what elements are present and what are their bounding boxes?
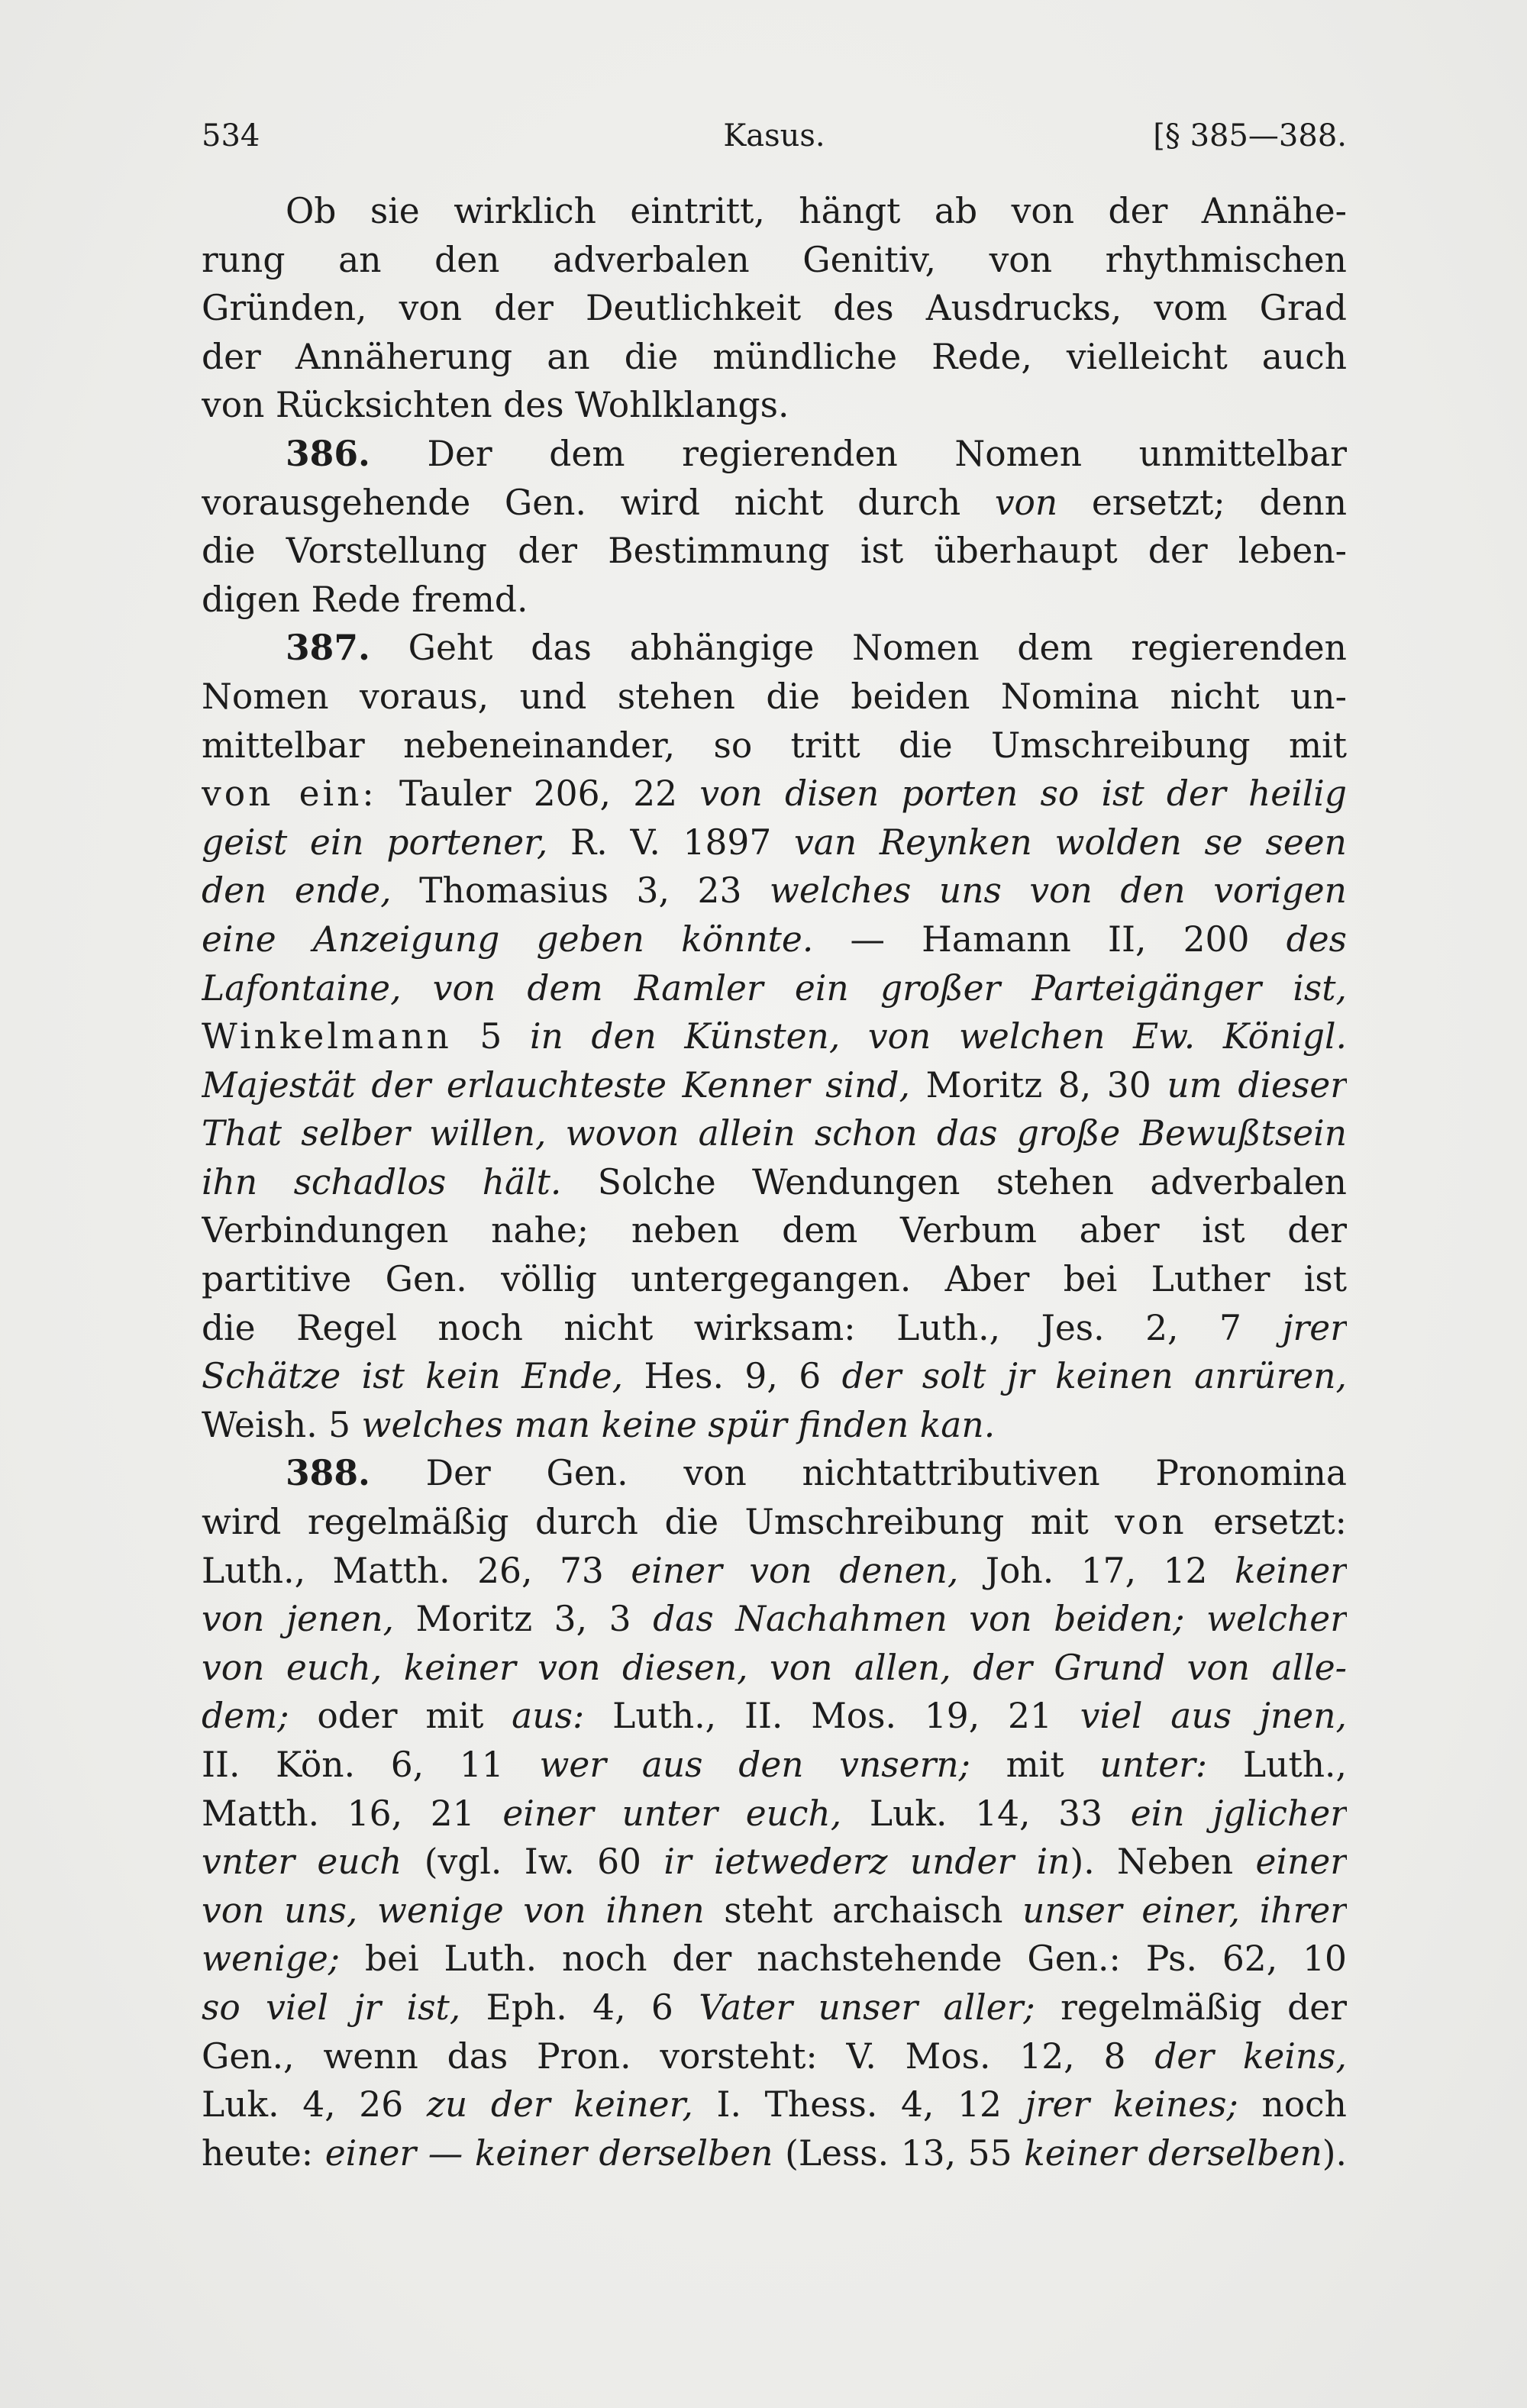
text-line: Weish. 5 welches man keine spür finden kan.	[202, 1404, 996, 1445]
text-line: von ein: Tauler 206, 22 von disen porten so ist der heilig	[202, 773, 1347, 815]
text-line: Winkelmann 5 in den Künsten, von welchen Ew. Königl.	[202, 1016, 1347, 1057]
text-line: digen Rede fremd.	[202, 579, 528, 620]
text-line: heute: einer — keiner derselben (Less. 13, 55 keiner derselben).	[202, 2132, 1347, 2174]
text-line: den ende, Thomasius 3, 23 welches uns von den vorigen	[202, 870, 1347, 912]
text-line: 386. Der dem regierenden Nomen unmittelbar	[286, 432, 1347, 474]
text-line: Gen., wenn das Pron. vorsteht: V. Mos. 12, 8 der keins,	[202, 2035, 1347, 2077]
body-text	[202, 187, 1347, 2177]
text-line: vnter euch (vgl. Iw. 60 ir ietwederz under in). Neben einer	[202, 1842, 1347, 1883]
text-line: von euch, keiner von diesen, von allen, der Grund von alle-	[202, 1647, 1347, 1688]
text-line: die Vorstellung der Bestimmung ist überhaupt der leben-	[202, 531, 1347, 572]
text-line: Verbindungen nahe; neben dem Verbum aber ist der	[202, 1210, 1347, 1251]
text-line: die Regel noch nicht wirksam: Luth., Jes. 2, 7 jrer	[202, 1307, 1347, 1348]
page-header	[202, 113, 1347, 159]
text-line: ihn schadlos hält. Solche Wendungen stehen adverbalen	[202, 1161, 1347, 1202]
text-line: That selber willen, wovon allein schon das große Bewußtsein	[202, 1113, 1347, 1154]
text-line: 387. Geht das abhängige Nomen dem regierenden	[286, 627, 1347, 669]
section-number: 388.	[286, 1452, 370, 1494]
section-number: 387.	[286, 627, 370, 669]
section-number: 386.	[286, 432, 370, 474]
text-line: der Annäherung an die mündliche Rede, vielleicht auch	[202, 336, 1347, 377]
text-line: Matth. 16, 21 einer unter euch, Luk. 14, 33 ein jglicher	[202, 1793, 1347, 1834]
text-line: wird regelmäßig durch die Umschreibung mit von ersetzt:	[202, 1502, 1347, 1543]
text-line: eine Anzeigung geben könnte. — Hamann II, 200 des	[202, 918, 1347, 960]
text-line: von uns, wenige von ihnen steht archaisch unser einer, ihrer	[202, 1890, 1347, 1931]
text-line: dem; oder mit aus: Luth., II. Mos. 19, 21 viel aus jnen,	[202, 1696, 1347, 1737]
text-line: Gründen, von der Deutlichkeit des Ausdrucks, vom Grad	[202, 288, 1347, 329]
text-line: vorausgehende Gen. wird nicht durch von ersetzt; denn	[202, 482, 1347, 523]
text-line: von Rücksichten des Wohlklangs.	[202, 385, 789, 426]
text-line: 388. Der Gen. von nichtattributiven Pronomina	[286, 1452, 1347, 1494]
text-line: Majestät der erlauchteste Kenner sind, Moritz 8, 30 um dieser	[202, 1064, 1347, 1106]
text-line: partitive Gen. völlig untergegangen. Aber bei Luther ist	[202, 1259, 1347, 1300]
page-number: 534	[202, 118, 260, 153]
running-title: Kasus.	[723, 118, 825, 153]
text-line: Ob sie wirklich eintritt, hängt ab von der Annähe-	[286, 191, 1347, 231]
text-line: Lafontaine, von dem Ramler ein großer Parteigänger ist,	[202, 967, 1347, 1009]
text-line: rung an den adverbalen Genitiv, von rhythmischen	[202, 239, 1347, 280]
text-line: von jenen, Moritz 3, 3 das Nachahmen von beiden; welcher	[202, 1599, 1347, 1640]
section-range: [§ 385—388.	[1153, 118, 1347, 153]
text-line: mittelbar nebeneinander, so tritt die Umschreibung mit	[202, 725, 1347, 766]
text-line: so viel jr ist, Eph. 4, 6 Vater unser aller; regelmäßig der	[202, 1987, 1347, 2028]
text-line: Nomen voraus, und stehen die beiden Nomina nicht un-	[202, 676, 1347, 717]
text-line: wenige; bei Luth. noch der nachstehende Gen.: Ps. 62, 10	[202, 1938, 1347, 1980]
text-line: Luth., Matth. 26, 73 einer von denen, Joh. 17, 12 keiner	[202, 1550, 1347, 1591]
text-line: Luk. 4, 26 zu der keiner, I. Thess. 4, 12 jrer keines; noch	[202, 2084, 1347, 2126]
text-line: II. Kön. 6, 11 wer aus den vnsern; mit unter: Luth.,	[202, 1745, 1347, 1785]
text-line: Schätze ist kein Ende, Hes. 9, 6 der solt jr keinen anrüren,	[202, 1356, 1347, 1397]
text-line: geist ein portener, R. V. 1897 van Reynken wolden se seen	[202, 821, 1347, 863]
